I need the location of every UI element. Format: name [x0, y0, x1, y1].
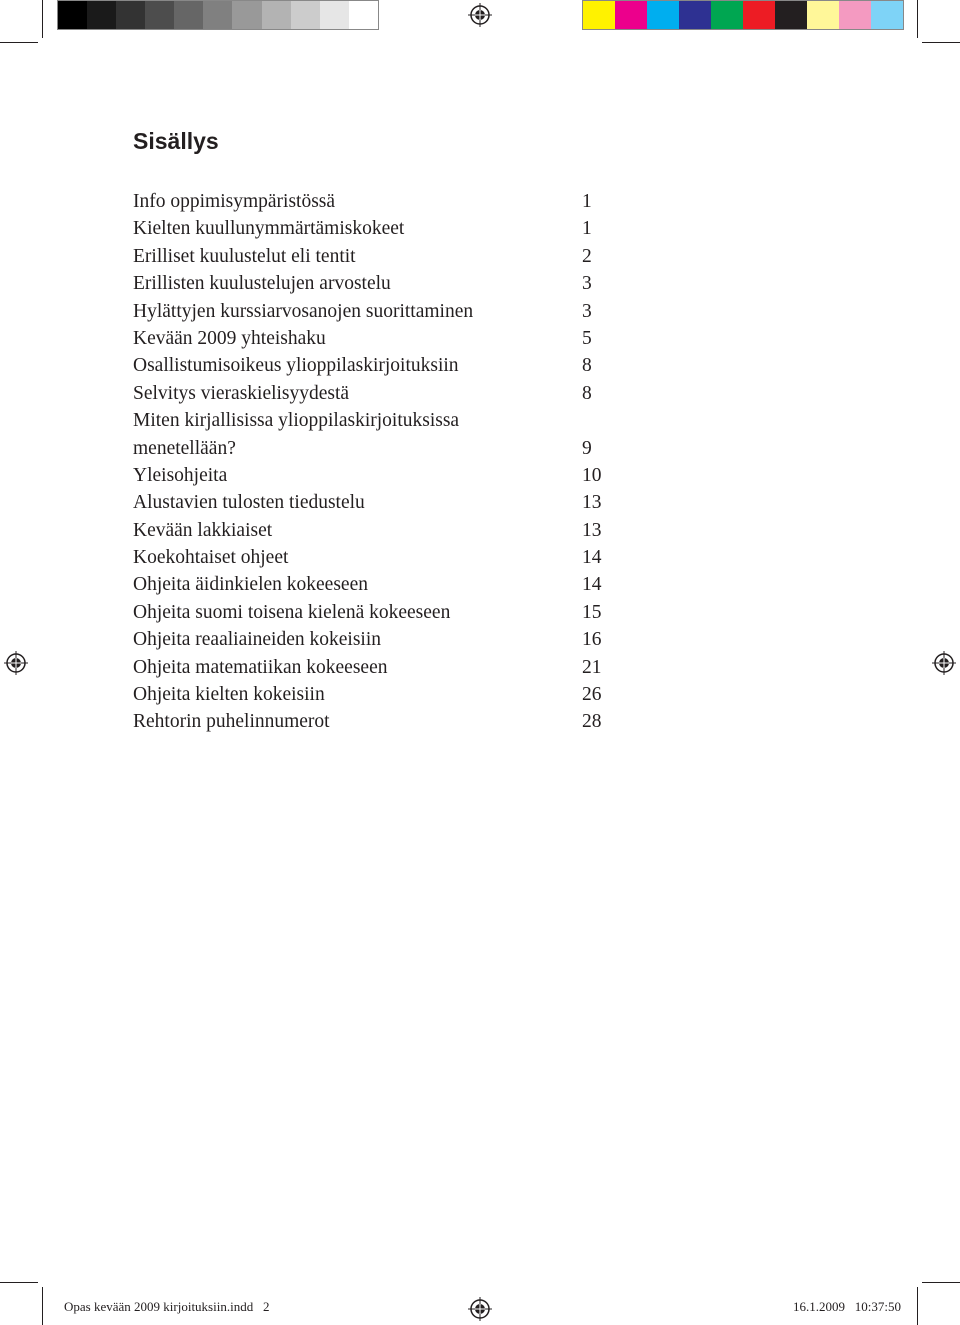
toc-entry-title: menetellään? [133, 437, 236, 459]
toc-entry-title: Kielten kuullunymmärtämiskokeet [133, 218, 405, 240]
toc-entry-page: 2 [582, 245, 592, 267]
toc-entry [133, 407, 613, 434]
gray-swatch [87, 1, 116, 29]
toc-entry-page: 13 [582, 492, 602, 514]
toc-entry [133, 325, 613, 352]
crop-mark [42, 0, 43, 38]
toc-entry-title: Yleisohjeita [133, 464, 228, 486]
toc-entry [133, 188, 613, 215]
toc-entry-title: Ohjeita reaaliaineiden kokeisiin [133, 629, 381, 651]
toc-entry-title: Erilliset kuulustelut eli tentit [133, 245, 356, 267]
gray-swatch [262, 1, 291, 29]
footer-file-slug: Opas kevään 2009 kirjoituksiin.indd 2 [64, 1299, 270, 1314]
toc-entry-title: Ohjeita matematiikan kokeeseen [133, 656, 388, 678]
color-swatch [807, 1, 839, 29]
toc-entry [133, 654, 613, 681]
toc-entry [133, 462, 613, 489]
grayscale-calibration-bar [57, 0, 379, 30]
crop-mark [917, 1287, 918, 1325]
toc-entry [133, 380, 613, 407]
crop-mark [917, 0, 918, 38]
toc-entry-title: Kevään 2009 yhteishaku [133, 327, 326, 349]
crop-mark [0, 42, 38, 43]
page-title: Sisällys [133, 128, 219, 154]
color-swatch [615, 1, 647, 29]
toc-entry-page: 10 [582, 464, 602, 486]
crop-mark [922, 1282, 960, 1283]
toc-entry [133, 571, 613, 598]
toc-entry [133, 435, 613, 462]
toc-entry-page: 5 [582, 327, 592, 349]
crop-mark [922, 42, 960, 43]
toc-entry [133, 626, 613, 653]
toc-entry [133, 599, 613, 626]
toc-entry-page: 15 [582, 601, 602, 623]
toc-entry [133, 517, 613, 544]
color-swatch [711, 1, 743, 29]
registration-mark-icon [468, 1297, 492, 1321]
toc-entry-title: Selvitys vieraskielisyydestä [133, 382, 350, 404]
color-swatch [743, 1, 775, 29]
toc-entry [133, 298, 613, 325]
toc-entry-title: Info oppimisympäristössä [133, 191, 336, 212]
toc-entry-page: 8 [582, 382, 592, 404]
toc-entry-page: 3 [582, 273, 592, 295]
toc-entry-title: Ohjeita äidinkielen kokeeseen [133, 574, 368, 596]
gray-swatch [145, 1, 174, 29]
color-swatch [647, 1, 679, 29]
footer-date-slug: 16.1.2009 10:37:50 [793, 1299, 901, 1314]
toc-entry [133, 544, 613, 571]
toc-entry-title: Koekohtaiset ohjeet [133, 547, 289, 569]
registration-mark-icon [4, 651, 28, 675]
registration-mark-icon [468, 3, 492, 27]
toc-entry-title: Ohjeita suomi toisena kielenä kokeeseen [133, 601, 451, 623]
toc-entry [133, 708, 613, 735]
toc-entry-title: Rehtorin puhelinnumerot [133, 711, 330, 733]
toc-entry-title: Kevään lakkiaiset [133, 519, 273, 541]
toc-entry-page: 1 [582, 218, 592, 240]
gray-swatch [232, 1, 261, 29]
toc-entry-title: Miten kirjallisissa ylioppilaskirjoituksissa [133, 410, 460, 432]
toc-entry-title: Hylättyjen kurssiarvosanojen suorittaminen [133, 300, 474, 322]
toc-entry-page: 21 [582, 656, 602, 678]
toc-entry-title: Osallistumisoikeus ylioppilaskirjoituksiin [133, 355, 459, 377]
toc-entry-page: 28 [582, 711, 602, 733]
toc-entry [133, 352, 613, 379]
gray-swatch [116, 1, 145, 29]
toc-entry-page: 3 [582, 300, 592, 322]
toc-entry-page: 14 [582, 547, 602, 569]
toc-entry-page: 16 [582, 629, 602, 651]
crop-mark [0, 1282, 38, 1283]
toc-entry [133, 243, 613, 270]
toc-entry-title: Ohjeita kielten kokeisiin [133, 684, 325, 706]
toc-entry [133, 489, 613, 516]
gray-swatch [291, 1, 320, 29]
crop-mark [42, 1287, 43, 1325]
toc-entry-page: 8 [582, 355, 592, 377]
table-of-contents [133, 188, 613, 736]
toc-entry-title: Alustavien tulosten tiedustelu [133, 492, 365, 514]
toc-entry-page: 1 [582, 191, 592, 212]
gray-swatch [320, 1, 349, 29]
color-swatch [583, 1, 615, 29]
color-swatch [679, 1, 711, 29]
color-swatch [775, 1, 807, 29]
toc-entry-page: 14 [582, 574, 602, 596]
toc-entry [133, 270, 613, 297]
toc-entry [133, 681, 613, 708]
toc-entry-page: 9 [582, 437, 592, 459]
gray-swatch [174, 1, 203, 29]
color-swatch [839, 1, 871, 29]
gray-swatch [349, 1, 378, 29]
gray-swatch [203, 1, 232, 29]
toc-entry-page: 26 [582, 684, 602, 706]
toc-entry-title: Erillisten kuulustelujen arvostelu [133, 273, 391, 295]
color-calibration-bar [582, 0, 904, 30]
color-swatch [871, 1, 903, 29]
toc-entry [133, 215, 613, 242]
toc-entry-page: 13 [582, 519, 602, 541]
registration-mark-icon [932, 651, 956, 675]
gray-swatch [58, 1, 87, 29]
